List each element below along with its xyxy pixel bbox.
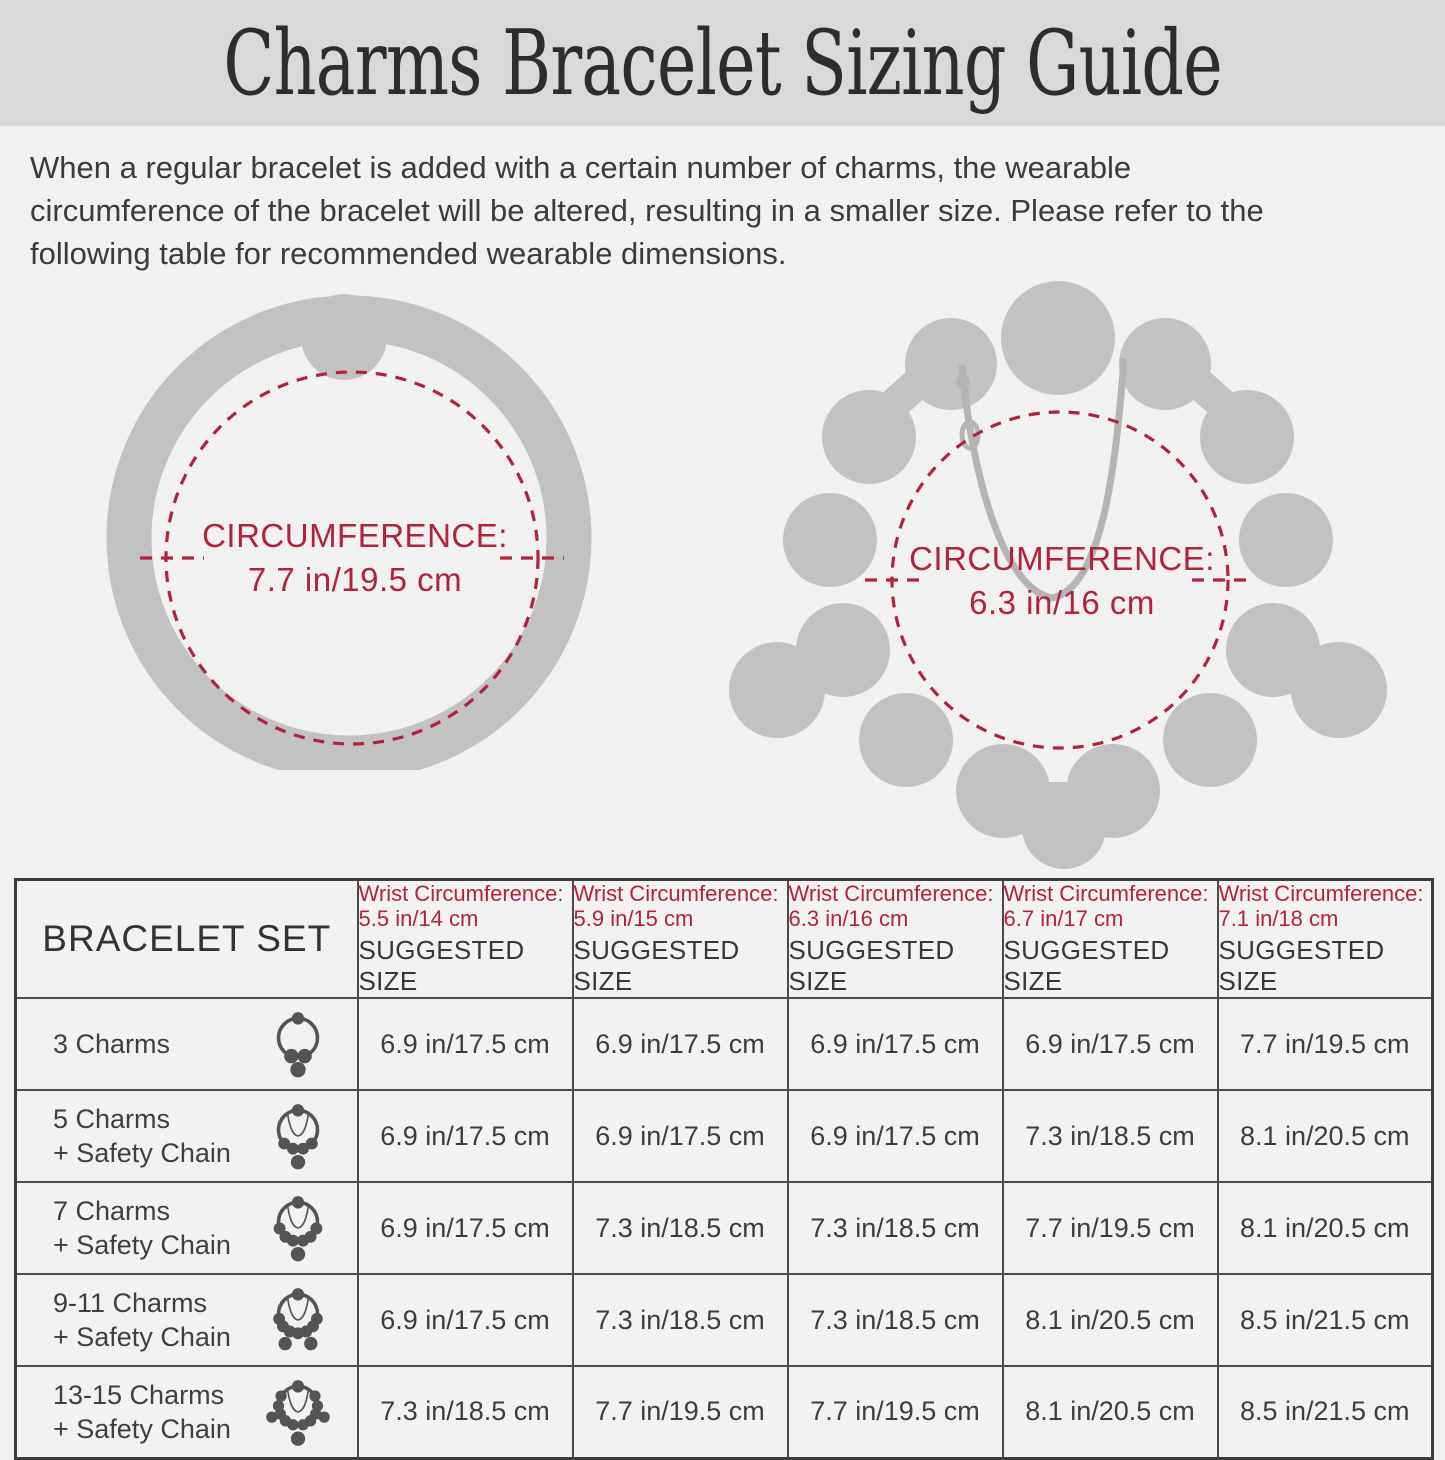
size-cell: 6.9 in/17.5 cm <box>358 1090 573 1182</box>
size-cell: 6.9 in/17.5 cm <box>573 1090 788 1182</box>
intro-line: circumference of the bracelet will be altered, resulting in a smaller size. Please refer to the <box>30 193 1264 228</box>
wrist-circumference-value: 5.5 in/14 cm <box>358 906 479 931</box>
size-cell: 8.1 in/20.5 cm <box>1218 1182 1433 1274</box>
suggested-size-label: SUGGESTED SIZE <box>358 935 525 996</box>
wrist-circumference-label: Wrist Circumference: <box>1218 881 1424 906</box>
row-label: 13-15 Charms + Safety Chain <box>53 1379 231 1444</box>
size-cell: 8.1 in/20.5 cm <box>1003 1274 1218 1366</box>
row-label: 9-11 Charms + Safety Chain <box>53 1288 231 1352</box>
table-row <box>16 1366 1433 1458</box>
table-row <box>16 998 1433 1090</box>
bracelet-3-charms-icon <box>265 1005 331 1083</box>
row-label: 5 Charms + Safety Chain <box>53 1104 231 1168</box>
wrist-circumference-label: Wrist Circumference: <box>1003 881 1209 906</box>
size-cell: 7.3 in/18.5 cm <box>573 1274 788 1366</box>
row-label: 7 Charms + Safety Chain <box>53 1196 231 1260</box>
table-row <box>16 1274 1433 1366</box>
wrist-circumference-value: 6.3 in/16 cm <box>788 906 909 931</box>
header-band <box>0 0 1445 126</box>
intro-line: When a regular bracelet is added with a certain number of charms, the wearable <box>30 150 1132 185</box>
intro-line: following table for recommended wearable dimensions. <box>30 236 787 271</box>
table-row <box>16 1090 1433 1182</box>
size-cell: 6.9 in/17.5 cm <box>573 998 788 1090</box>
column-header <box>1218 880 1433 999</box>
column-header <box>788 880 1003 999</box>
table-row <box>16 1182 1433 1274</box>
size-cell: 7.7 in/19.5 cm <box>1218 998 1433 1090</box>
size-cell: 7.3 in/18.5 cm <box>358 1366 573 1458</box>
sizing-table <box>14 878 1434 1460</box>
size-cell: 7.3 in/18.5 cm <box>788 1182 1003 1274</box>
wrist-circumference-value: 6.7 in/17 cm <box>1003 906 1124 931</box>
column-header <box>573 880 788 999</box>
size-cell: 6.9 in/17.5 cm <box>788 998 1003 1090</box>
size-cell: 8.5 in/21.5 cm <box>1218 1274 1433 1366</box>
size-cell: 7.7 in/19.5 cm <box>788 1366 1003 1458</box>
wrist-circumference-value: 5.9 in/15 cm <box>573 906 694 931</box>
wrist-circumference-label: Wrist Circumference: <box>573 881 779 906</box>
plain-bracelet-diagram <box>52 285 642 770</box>
size-cell: 6.9 in/17.5 cm <box>788 1090 1003 1182</box>
charm-bracelet-diagram <box>700 270 1440 870</box>
column-header <box>358 880 573 999</box>
suggested-size-label: SUGGESTED SIZE <box>573 935 740 996</box>
size-cell: 7.3 in/18.5 cm <box>573 1182 788 1274</box>
circumference-value: 7.7 in/19.5 cm <box>247 561 463 598</box>
bracelet-5-charms-safety-chain-icon <box>265 1097 331 1175</box>
suggested-size-label: SUGGESTED SIZE <box>1003 935 1170 996</box>
circumference-value: 6.3 in/16 cm <box>969 584 1155 621</box>
bracelet-9-11-charms-safety-chain-icon <box>265 1281 331 1359</box>
size-cell: 8.1 in/20.5 cm <box>1003 1366 1218 1458</box>
bracelet-7-charms-safety-chain-icon <box>265 1189 331 1267</box>
wrist-circumference-label: Wrist Circumference: <box>788 881 994 906</box>
bracelet-set-header: BRACELET SET <box>16 880 358 999</box>
size-cell: 7.7 in/19.5 cm <box>1003 1182 1218 1274</box>
size-cell: 7.3 in/18.5 cm <box>1003 1090 1218 1182</box>
size-cell: 6.9 in/17.5 cm <box>358 1274 573 1366</box>
size-cell: 8.1 in/20.5 cm <box>1218 1090 1433 1182</box>
wrist-circumference-value: 7.1 in/18 cm <box>1218 906 1339 931</box>
circumference-label: CIRCUMFERENCE: <box>202 517 508 554</box>
table-header-row <box>16 880 1433 999</box>
circumference-label: CIRCUMFERENCE: <box>909 540 1215 577</box>
size-cell: 8.5 in/21.5 cm <box>1218 1366 1433 1458</box>
page-title: Charms Bracelet Sizing Guide <box>223 10 1222 116</box>
row-label: 3 Charms <box>53 1029 171 1059</box>
wrist-circumference-label: Wrist Circumference: <box>358 881 564 906</box>
size-cell: 6.9 in/17.5 cm <box>1003 998 1218 1090</box>
size-cell: 7.7 in/19.5 cm <box>573 1366 788 1458</box>
size-cell: 7.3 in/18.5 cm <box>788 1274 1003 1366</box>
intro-paragraph <box>30 146 1430 275</box>
column-header <box>1003 880 1218 999</box>
suggested-size-label: SUGGESTED SIZE <box>1218 935 1385 996</box>
size-cell: 6.9 in/17.5 cm <box>358 1182 573 1274</box>
bracelet-13-15-charms-safety-chain-icon <box>265 1373 331 1451</box>
size-cell: 6.9 in/17.5 cm <box>358 998 573 1090</box>
suggested-size-label: SUGGESTED SIZE <box>788 935 955 996</box>
